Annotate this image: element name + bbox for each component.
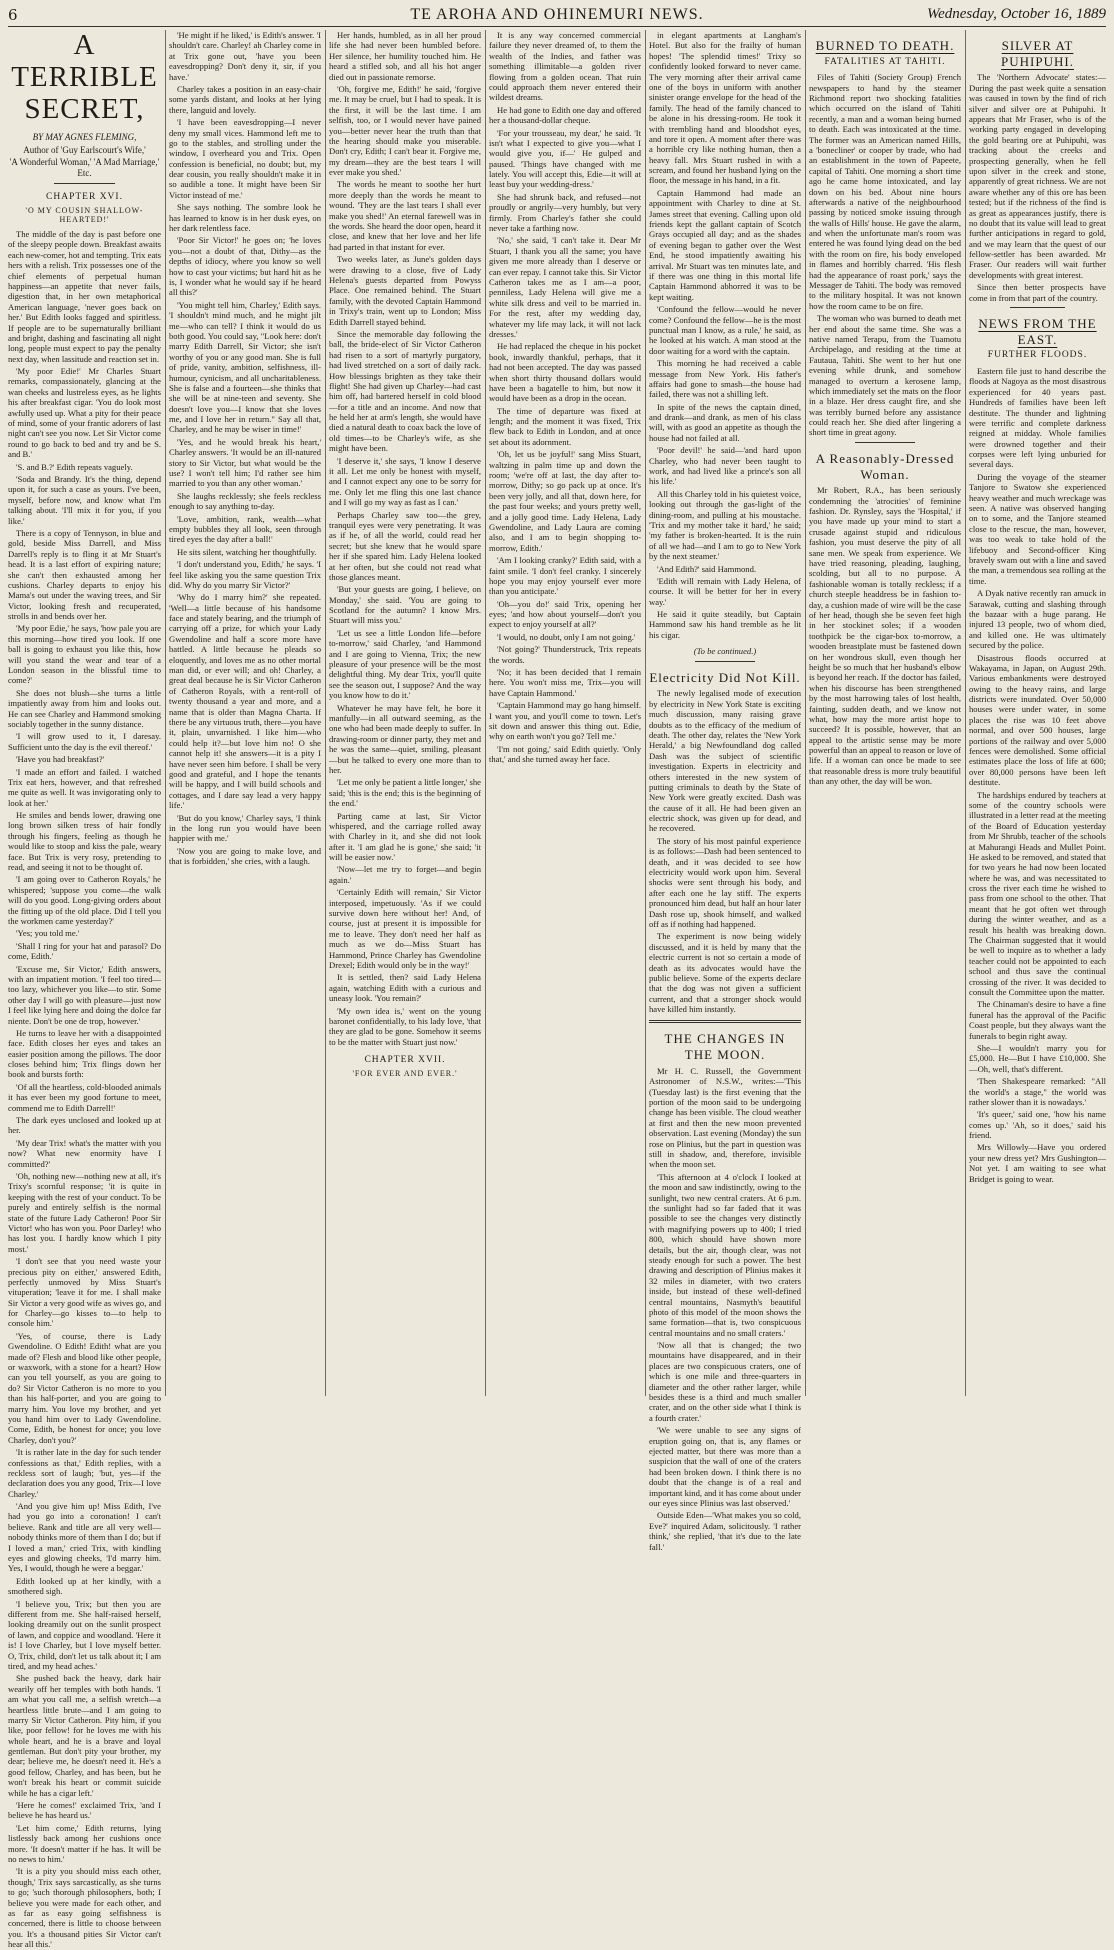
- column-2: [169, 30, 321, 1396]
- burned-subheading: FATALITIES AT TAHITI.: [824, 56, 946, 67]
- reasonably-heading: A Reasonably-Dressed Woman.: [815, 450, 955, 482]
- paragraph: The Chinaman's desire to have a fine funeral has the approval of the Pacific Coast people, but they always want the funerals to begin right away.: [969, 999, 1106, 1041]
- paragraph: 'This afternoon at 4 o'clock I looked at the moon and saw indistinctly, owing to the sunlight, two new central craters. At 6 p.m. the sunlight had so far faded that it was possible to see the changes very distinctly with magnifying powers up to 400; I tried 800, which should have shown more details, but the air, though clear, was not steady enough for such a power. The best drawing and description of Plinius makes it 32 miles in diameter, with two craters inside, but instead of these well-defined central mountains, Nasmyth's beautiful photo of this model of the moon shows the same formation—that is, two conspicuous central mountains and no small craters.': [649, 1171, 801, 1338]
- column-rule: [645, 30, 646, 1396]
- paragraph: Mr H. C. Russell, the Government Astronomer of N.S.W., writes:—'This (Tuesday last) is the first evening that the portion of the moon said to be undergoing change has been visible. The cloud weather at first and then the new moon prevented observation. Last evening (Monday) the sun rose on Plinius, but the part in question was still in shadow, and, therefore, invisible when the moon set.: [649, 1065, 801, 1170]
- paragraph: Files of Tahiti (Society Group) French newspapers to hand by the steamer Richmond report two shocking fatalities which occurred on the island of Tahiti recently, a man and a woman being burned to death. Each was intoxicated at the time. The former was an American named Hills, a 'bonecliner' or cooper by trade, who had an establishment in the town of Papeete, capital of Tahiti. One morning a short time ago he came home intoxicated, and lay down on his bed. About nine hours afterwards a native of the neighbourhood passing by noticed smoke issuing through the walls of Hills' house. He gave the alarm, and when the unfortunate man's room was entered he was found lying dead on the bed with the room on fire, his body enveloped in flames and horribly charred. 'His flesh had the appearance of roast pork,' says the Messager de Tahiti. The body was removed to the military hospital. It was not known how the room came to be on fire.: [809, 72, 961, 311]
- paragraph: 'Now all that is changed; the two mountains have disappeared, and in their places are two conspicuous craters, one of which is one mile and three-quarters in diameter and the other rather larger, while besides these is a third and much smaller crater, and on the other side what I think is a fourth crater.': [649, 1340, 801, 1423]
- story-text-col1: [8, 229, 161, 1950]
- paragraph: Edith looked up at her kindly, with a smothered sigh.: [8, 1575, 161, 1597]
- paragraph: The story of his most painful experience is as follows:—Dash had been sentenced to death, and it was decided to see how electricity would work upon him. Several shocks were sent through his body, and after each one he lay stiff. The experts pronounced him dead, but half an hour later Dash rose up, shook himself, and walked off as if nothing had happened.: [649, 835, 801, 929]
- paragraph: The newly legalised mode of execution by electricity in New York State is exciting much discussion, many raising grave doubts as to the efficacy of the medium of death. The other day, relates the 'New York Herald,' a big Newfoundland dog called Dash was the subject of scientific investigation. Experts in electricity and others interested in the new system of putting criminals to death by the State of New York were greatly excited. Dash was the cause of it all. He had been given an electric shock, was given up for dead, and he recovered.: [649, 688, 801, 834]
- paragraph: Perhaps Charley saw too—the grey, tranquil eyes were very penetrating. It was as if he, of all the world, could read her secret; but she knew that he would spare her if she spared him. Lady Helena looked at her often, but she could not read what those glances meant.: [329, 509, 481, 582]
- paragraph: He had replaced the cheque in his pocket book, inwardly thankful, perhaps, that it had not been accepted. The day was passed when short thirty thousand dollars would have been a bagatelle to him, but now it would have been as a drop in the ocean.: [489, 341, 641, 404]
- paragraph: 'Captain Hammond may go hang himself. I want you, and you'll come to town. Let's sit down and answer this thing out. Edie, why on earth won't you go? Tell me.': [489, 700, 641, 742]
- paragraph: 'Certainly Edith will remain,' Sir Victor interposed, impetuously. 'As if we could survive down here without her! And, of course, just at present it is impossible for me to leave. They don't need her half as much as we do—Miss Stuart has Hammond, Prince Charley has Gwendoline Drexel; Edith would only be in the way!': [329, 887, 481, 970]
- divider: [855, 442, 916, 443]
- paragraph: 'I have been eavesdropping—I never deny my small vices. Hammond left me to go to the stables, and strolling under the window, I overheard you and Trix. Open confession is beneficial, no doubt; but, my dear cousin, you really shouldn't make it in so audible a tone. It might have been Sir Victor instead of me.': [169, 117, 321, 200]
- paragraph: 'I believe you, Trix; but then you are different from me. She half-raised herself, looking dreamily out on the sunlit prospect of lawn, and coppice and woodland. 'Here it is! I love Charley, but I love myself better. O, Trix, child, don't let us talk about it; I am tired, and my head aches.': [8, 1598, 161, 1671]
- paragraph: He smiles and bends lower, drawing one long brown silken tress of hair fondly through his fingers, feeling as though he would like to stoop and kiss the pale, weary face. But Trix is very rosy, pretending to read, and seeing it not to be thought of.: [8, 810, 161, 873]
- east-text: [969, 366, 1106, 1184]
- paragraph: 'It is a pity you should miss each other, though,' Trix says sarcastically, as she turns to go; 'such thorough philosophers, both; I believe you were made for each other, and as far as easy going selfishness is concerned, there is little to choose between you. It's a thousand pities Sir Victor can't hear all this.': [8, 1866, 161, 1950]
- paragraph: He said it quite steadily, but Captain Hammond saw his hand tremble as he lit his cigar.: [649, 609, 801, 640]
- to-be-continued: (To be continued.): [693, 646, 757, 657]
- paragraph: The woman who was burned to death met her end about the same time. She was a native named Terapu, from the Tuamotu Archipelago, and residing at the time at Fautaua, Tahiti. She went to her hut one evening while drunk, and somehow managed to overturn a kerosene lamp, which immediately set the mats on the floor in a blaze. Her dress caught fire, and she was terribly burned before any assistance could reach her. She died after lingering a short time in great agony.: [809, 313, 961, 438]
- paragraph: 'Shall I ring for your hat and parasol? Do come, Edith.': [8, 940, 161, 962]
- paragraph: 'I made an effort and failed. I watched Trix eat hers, however, and that refreshed me quite as well. It was invigorating only to look at her.': [8, 766, 161, 808]
- paragraph: She—I wouldn't marry you for £5,000. He—But I have £10,000. She—Oh, well, that's different.: [969, 1042, 1106, 1074]
- column-rule: [485, 30, 486, 1396]
- paragraph: 'I am going over to Catheron Royals,' he whispered; 'suppose you come—the walk will do you good. Long-giving orders about the fitting up of the old place. Did I tell you the workmen came yesterday?': [8, 874, 161, 926]
- paragraph: Whatever he may have felt, he bore it manfully—in all outward seeming, as the one who had been made deeply to suffer. In drawing-room or dinner party, they met and he was the same—quiet, smiling, pleasant—but he talked to every one more than to her.: [329, 702, 481, 775]
- east-heading: NEWS FROM THE EAST.: [978, 316, 1097, 347]
- paragraph: 'My dear Trix! what's the matter with you now? What new enormity have I committed?': [8, 1137, 161, 1169]
- paragraph: 'Am I looking cranky?' Edith said, with a faint smile. 'I don't feel cranky. I sincerely hope you may enjoy yourself ever more than you anticipate.': [489, 555, 641, 597]
- paragraph: 'My own idea is,' went on the young baronet confidentially, to his lady love, 'that they are glad to be gone. Somehow it seems to be the matter with Stuart just now.': [329, 1005, 481, 1047]
- story-text-col2: [169, 30, 321, 866]
- paragraph: 'Now—let me try to forget—and begin again.': [329, 864, 481, 885]
- author-note-2: 'A Wonderful Woman,' 'A Mad Marriage,' Etc.: [9, 157, 160, 179]
- paragraph: 'Love, ambition, rank, wealth—what empty bubbles they all look, seen through tired eyes the day after a ball!': [169, 513, 321, 545]
- paragraph: 'Not going?' Thunderstruck, Trix repeats the words.: [489, 644, 641, 665]
- chapter-heading: CHAPTER XVII.: [364, 1055, 446, 1066]
- paragraph: 'I would, no doubt, only I am not going.': [497, 631, 636, 642]
- paragraph: 'I don't understand you, Edith,' he says. 'I feel like asking you the same question Trix did. Why do you marry Sir Victor?': [169, 559, 321, 590]
- paragraph: 'Oh, nothing new—nothing new at all, it's Trixy's scornful response; 'it is quite in keeping with the rest of your conduct. To be purely and entirely selfish is the normal state of the future Lady Catheron! Poor Sir Victor! who has won you. Poor Darley! who has lost you. I hardly know which I pity most.': [8, 1170, 161, 1254]
- masthead: TE AROHA AND OHINEMURI NEWS.: [410, 6, 704, 23]
- divider: [649, 1020, 801, 1023]
- column-6: [809, 30, 961, 1396]
- paragraph: 'Let us see a little London life—before to-morrow,' said Charley, 'and Hammond and I are going to Vienna, Trix; the new pleasure of your presence will be the most delightful thing. My dear Trix, you'll quite see the season out, I suppose? And the way you know how to do it.': [329, 627, 481, 701]
- paragraph: Outside Eden—'What makes you so cold, Eve?' inquired Adam, solicitously. 'I rather think,' she replied, 'that it's due to the late fall.': [649, 1510, 801, 1552]
- paragraph: 'Here he comes!' exclaimed Trix, 'and I believe he has heard us.': [8, 1800, 161, 1821]
- paragraph: 'It is rather late in the day for such tender confessions as that,' Edith replies, with a reckless sort of laugh; 'but, yes—if the declaration does you any good, Trix—I love Charley.': [8, 1447, 161, 1499]
- column-1: [8, 29, 161, 1950]
- reasonably-text: [809, 485, 961, 786]
- paragraph: Since then better prospects have come in from that part of the country.: [969, 282, 1106, 303]
- issue-date: Wednesday, October 16, 1889: [926, 6, 1106, 22]
- paragraph: Parting came at last, Sir Victor whispered, and the carriage rolled away with Charley in it, and she did not look after it. 'I am glad he is gone,' she said; 'it will be easier now.': [329, 810, 481, 863]
- column-rule: [965, 30, 966, 1396]
- paragraph: 'Then Shakespeare remarked: "All the world's a stage," the world was rather slower than it is nowadays.': [969, 1076, 1106, 1107]
- burned-heading: BURNED TO DEATH.: [815, 38, 955, 53]
- paragraph: Eastern file just to hand describe the floods at Nagoya as the most disastrous experienced for 40 years past. Hundreds of families have been left destitute. The thunder and lightning were terrific and complete darkness reigned at midday. Whole families were drowned together and their corpses were left lying unburied for several days.: [969, 365, 1106, 470]
- column-7: [969, 30, 1106, 1396]
- electricity-text: [649, 688, 801, 1014]
- page-header: [8, 4, 1106, 27]
- paragraph: 'You might tell him, Charley,' Edith says. 'I shouldn't mind much, and he might jilt me—who can tell? I think it would do us both good. You could say, "Look here: don't marry Edith Darrell, Sir Victor; she isn't worthy of you or any good man. She is full of pride, vanity, ambition, selfishness, ill-humour, cynicism, and all uncharitableness. She is false and a fourteen—she thinks that she will be at nine-teen and seventy. She doesn't love you—I know that she loves me, and I love her in return." Say all that, Charley, and he may be wiser in time!': [169, 299, 321, 435]
- paragraph: Mrs Willowly—Have you ordered your new dress yet? Mrs Gushington—Not yet. I am waiting to see what Bridget is going to wear.: [969, 1142, 1106, 1184]
- paragraph: 'My poor Edie!' Mr Charles Stuart remarks, compassionately, glancing at the wan cheeks and lustreless eyes, as he lights his after breakfast cigar. 'You do look most awfully used up. What a pity for their peace of mind, some of your frantic adorers of last night can't see you now. Let Sir Victor come round to go back to bed and try and be S. and B.': [8, 366, 161, 460]
- paragraph: The words he meant to soothe her hurt more deeply than the words he meant to wound. 'They are the last tears I shall ever make you shed!' An eternal farewell was in the words. She heard the door open, heard it close, and knew that her love and her life had parted in that instant for ever.: [329, 179, 481, 252]
- paragraph: He sits silent, watching her thoughtfully.: [177, 546, 317, 557]
- paragraph: Disastrous floods occurred at Wakayama, in Japan, on August 29th. Various embankments were destroyed owing to the heavy rains, and large districts were inundated. Over 50,000 houses were under water, in some places the rise was 10 feet above normal, and over 500 houses, large portions of the railway and over 5,000 fences were demolished. Some official estimates place the loss of life at 600; over 80,000 persons have been left destitute.: [969, 652, 1106, 788]
- paragraph: 'He might if he liked,' is Edith's answer. 'I shouldn't care. Charley! ah Charley come in at Trix gone out, 'have you been eavesdropping? Don't deny it, sir, if you have.': [169, 30, 321, 82]
- paragraph: 'Yes; you told me.': [16, 928, 80, 939]
- chapter-subheading: 'O MY COUSIN SHALLOW-HEARTED!': [25, 205, 144, 225]
- paragraph: 'Let him come,' Edith returns, lying listlessly back among her cushions once more. 'It doesn't matter if he has. It will be no news to him.': [8, 1822, 161, 1864]
- paragraph: 'Yes, and he would break his heart,' Charley answers. 'It would be an ill-natured story to Sir Victor, but what would be the use? I won't tell him; I'd rather see him married to you than any other woman.': [169, 436, 321, 489]
- paragraph: 'Soda and Brandy. It's the thing, depend upon it, for such a case as yours. I've been, myself, before now, and know what I'm talking about. 'I'll mix it for you, if you like.': [8, 473, 161, 526]
- paragraph: 'Of all the heartless, cold-blooded animals it has ever been my good fortune to meet, commend me to Edith Darrell!': [8, 1081, 161, 1113]
- moon-heading: THE CHANGES IN THE MOON.: [664, 1031, 786, 1063]
- paragraph: Her hands, humbled, as in all her proud life she had never been humbled before. Her silence, her humility touched him. He heard a stifled sob, and all his hot anger died out in passionate remorse.: [329, 30, 481, 82]
- paragraph: 'And you give him up! Miss Edith, I've had you go into a coronation! I can't believe. Rank and title are all very well—nobody thinks more of them than I do; but if I loved a man,' cried Trix, with kindling eyes and glowing cheeks, 'I'd marry him. Yes, I would, though he were a beggar.': [8, 1501, 161, 1574]
- column-3: [329, 30, 481, 1396]
- paragraph: The 'Northern Advocate' states:—During the past week quite a sensation was caused in town by the find of rich silver and silver ore at Puhipuhi. It appears that Mr Fraser, who is of the working party engaged in developing the gold bearing ore at Puhipuhi, was tracking about the creeks and prospecting generally, when he fell upon silver in the creek and stone, apparently of great richness. We are not aware whether any of this ore has been tested; but if the richness of the find is as great as appearances justify, there is no doubt that its value will lead to great further anticipations in regard to gold, and we may learn that the quest of our fellow-settler has been awarded. Mr Fraser. Our readers will wait further developments with great interest.: [969, 72, 1106, 280]
- burned-text: [809, 72, 961, 438]
- paragraph: The experiment is now being widely discussed, and it is held by many that the electric current is not so certain a mode of death as its advocates would have the public believe. Some of the experts declare that the dog was not given a sufficient current, and that a stronger shock would have killed him instantly.: [649, 931, 801, 1015]
- column-4: [489, 30, 641, 1396]
- paragraph: In spite of the news the captain dined, and drank—and drank, as men of his class will, with as good an appetite as though the house had not failed at all.: [649, 401, 801, 443]
- paragraph: 'Have you had breakfast?': [16, 754, 105, 765]
- paragraph: 'Why do I marry him?' she repeated. 'Well—a little because of his handsome face and stately bearing, and the triumph of carrying off a prize, for which your Lady Gwendoline and half a score more have battled. A little because he pleads so eloquently, and loves me as no other mortal man did, or ever will; and oh! Charley, a great deal because he is Sir Victor Catheron of Catheron Royals, with a rent-roll of twenty thousand a year and more, and a name that is older than Magna Charta. If there be any virtuous truth, there—you have it, plain, unvarnished. I like him—who could help it?—but love him no! O she cannot help it! she answers—it is a pity I have never seen him before. I shall be very good and grateful, and I hope the tenants will be happy, and I will build schools and cottages, and I dare say lead a very happy life.': [169, 592, 322, 811]
- divider: [54, 183, 115, 184]
- paragraph: 'I don't see that you need waste your precious pity on either,' answered Edith, perfectly unmoved by Miss Stuart's vituperation; 'leave it for me. I shall make Sir Victor a very good wife as wives go, and for Charley—go kisses to—to help to console him.': [8, 1256, 161, 1329]
- paragraph: Since the memorable day following the ball, the bride-elect of Sir Victor Catheron had risen to a sort of martyrly purgatory, had lived stretched on a sort of daily rack. How blessings brighten as they take their flight! She had given up Charley—had cast him off, had bartered herself in cold blood—for a title and an income. And now that he held her at arm's length, she would have died a natural death to coax back the love of old times—to be Charley's wife, as she might have been.: [329, 328, 481, 454]
- paragraph: There is a copy of Tennyson, in blue and gold, beside Miss Darrell, and Miss Darrell's reply is to fling it at Mr Stuart's head. It is a last effort of expiring nature; she can't then exhausted among her cushions. Charley departs to enjoy his Mama's out under the waving trees, and Sir Victor, looking fresh and recuperated, strolls in and bends over her.: [8, 527, 161, 622]
- paragraph: He had gone to Edith one day and offered her a thousand-dollar cheque.: [489, 104, 641, 126]
- column-5: [649, 30, 801, 1552]
- chapter-heading: CHAPTER XVI.: [46, 192, 123, 203]
- paragraph: 'For your trousseau, my dear,' he said. 'It isn't what I expected to give you—what I would give you, if—' He gulped and paused. 'Things have changed with me lately. You will accept this, Edie—it will at least buy your wedding-dress.': [489, 127, 641, 190]
- paragraph: 'But your guests are going, I believe, on Monday,' she said. 'You are going to Scotland for the autumn? I know Mrs. Stuart will miss you.': [329, 584, 481, 626]
- paragraph: 'I'm not going,' said Edith quietly. 'Only that,' and she turned away her face.: [489, 743, 641, 765]
- paragraph: Captain Hammond had made an appointment with Charley to dine at St. James street that evening. Calling upon old friends kept the gallant captain of Scotch Grays occupied all day; and as the shades of evening began to gather over the West End, he stood impatiently awaiting his arrival. Mr Stuart was ten minutes late, and if there was one thing in this mortal life Captain Hammond abhorred it was to be kept waiting.: [649, 187, 801, 302]
- paragraph: She laughs recklessly; she feels reckless enough to say anything to-day.: [169, 490, 321, 512]
- divider: [1010, 307, 1065, 308]
- paragraph: 'Oh, let us be joyful!' sang Miss Stuart, waltzing in palm time up and down the room; 'we're off at last, the day after to-morrow, Dithy; so go pack up at once. It's been very jolly, and all that, down here, for the past four weeks; and yours pretty well, and a jolly good time. Lady Helena, Lady Gwendoline, and Lady Laura are coming also, and I am to begin shopping to-morrow, Edith.': [489, 449, 641, 553]
- paragraph: She pushed back the heavy, dark hair wearily off her temples with both hands. 'I am what you call me, a selfish wretch—a heartless little brute—and I am going to marry Sir Victor Catheron. Pity him, if you like, poor fellow! for he loves me with his whole heart, and he is a brave and loyal gentleman. But don't pity your brother, my dear; believe me, he doesn't need it. He's a good fellow, Charley, and has been, but he won't break his heart or commit suicide while he has a cigar left.': [8, 1673, 161, 1798]
- story-title: A TERRIBLE SECRET,: [11, 29, 158, 125]
- paragraph: 'Excuse me, Sir Victor,' Edith answers, with an impatient motion. 'I feel too tired—too lazy, whichever you like—to stir. Some other day I will go with pleasure—just now I feel like lying here and doing the dolce far niente. Don't be one de trop, however.': [8, 963, 161, 1026]
- paragraph: She does not blush—she turns a little impatiently away from him and looks out. He can see Charley and Hammond smoking sociably together in the sunny distance.: [8, 687, 161, 729]
- paragraph: It is settled, then? said Lady Helena again, watching Edith with a curious and uneasy look. 'You remain?': [329, 972, 481, 1004]
- story-text-col5: [649, 30, 801, 640]
- paragraph: 'But do you know,' Charley says, 'I think in the long run you would have been happier with me.': [169, 812, 321, 844]
- paragraph: 'Edith will remain with Lady Helena, of course. It will be better for her in every way.': [649, 575, 801, 607]
- paragraph: 'My poor Edie,' he says, 'how pale you are this morning—how tired you look. If one ball is going to exhaust you like this, how will you stand the wear and tear of a London season in the blissful time to come?': [8, 623, 161, 686]
- electricity-heading: Electricity Did Not Kill.: [649, 669, 801, 685]
- paragraph: A Dyak native recently ran amuck in Sarawak, cutting and slashing through the bazaar with a huge parang. He injured 13 people, two of whom died, and killed one. He was ultimately secured by the police.: [969, 588, 1106, 651]
- divider: [695, 661, 756, 662]
- story-text-col4: [489, 30, 641, 765]
- paragraph: in elegant apartments at Langham's Hotel. But also for the frailty of human hopes! 'The splendid times!' Trixy so confidently looked forward to never came. The very morning after their arrival came one of the boys in uniform with another sinister orange envelope for the head of the family. The head of the family chanced to be alone in his dressing-room. He took it with trembling hand and bloodshot eyes, and tore it open. A moment after there was a horrible cry like nothing human, then a heavy fall. Mrs Stuart rushed in with a scream, and found her husband lying on the floor, the message in his hand, in a fit.: [649, 30, 801, 186]
- paragraph: All this Charley told in his quietest voice, looking out through the gas-light of the dining-room, and pulling at his moustache. 'Trix and my mother take it hard,' he said; 'my father is broken-hearted. It is the ruin of all we had—and I am to go to New York by the next steamer.': [649, 488, 801, 562]
- paragraph: She says nothing. The sombre look he has learned to know is in her dusk eyes, on her dark relentless face.: [169, 202, 321, 234]
- silver-text: [969, 72, 1106, 303]
- column-rule: [805, 30, 806, 1396]
- paragraph: The middle of the day is past before one of the sleepy people down. Breakfast awaits each new-comer, hot and tempting. Trix eats hers with a relish. Trix possesses one of the chief elements of perpetual human happiness—an appetite that never fails, digestion that, in her own metaphorical American language, 'never goes back on her.' But Edith looks fagged and spiritless. If people are to be supernaturally brilliant and bright, dashing and fascinating all night long, people must expect to pay the penalty next day, when lassitude and reaction set in.: [8, 229, 161, 364]
- paragraph: 'Oh—you do!' said Trix, opening her eyes; 'and how about yourself—don't you expect to enjoy yourself at all?': [489, 598, 641, 630]
- paragraph: Charley takes a position in an easy-chair some yards distant, and looks at her lying there, languid and lovely.: [169, 83, 321, 115]
- author-note-1: Author of 'Guy Earlscourt's Wife,': [23, 144, 146, 155]
- page-number: 6: [8, 6, 18, 24]
- paragraph: The dark eyes unclosed and looked up at her.: [8, 1115, 161, 1136]
- paragraph: 'It's queer,' said one, 'how his name comes up.' 'Ah, so it does,' said his friend.: [969, 1109, 1106, 1141]
- paragraph: During the voyage of the steamer Tanjore to Swatow she experienced heavy weather and much wreckage was seen. A native was observed hanging on to some, and the Tanjore steamed close to the rescue, the man, however, was too weak to take hold of the lifebuoy and Second-officer King bravely swam out with a line and saved the man, a tremendous sea rolling at the time.: [969, 471, 1106, 586]
- paragraph: Two weeks later, as June's golden days were drawing to a close, five of Lady Helena's guests departed from Powyss Place. One remained behind. The Stuart family, with the devoted Captain Hammond in Trixy's train, went up to London; Miss Edith Darrell stayed behind.: [329, 254, 481, 327]
- column-rule: [325, 30, 326, 1396]
- paragraph: He turns to leave her with a disappointed face. Edith closes her eyes and takes an easier position among the pillows. The door closes behind him; Trix flings down her book and bursts forth:: [8, 1027, 161, 1080]
- moon-text: [649, 1066, 801, 1552]
- paragraph: 'Poor devil!' he said—'and hard upon Charley, who had never been taught to work, and had lived like a prince's son all his life.': [649, 445, 801, 487]
- paragraph: This morning he had received a cable message from New York. His father's affairs had gone to smash—the house had failed, there was not a shilling left.: [649, 358, 801, 400]
- silver-heading: SILVER AT PUHIPUHI.: [1001, 38, 1074, 69]
- paragraph: 'No; it has been decided that I remain here. You won't miss me, Trix—you will have Captain Hammond.': [489, 667, 641, 698]
- paragraph: 'Poor Sir Victor!' he goes on; 'he loves you—not a doubt of that, Dithy—as the depths of idiocy, where you know so well how to cast your victims; but hard hit as he is, I wonder what he would say if he heard all this?': [169, 235, 321, 298]
- paragraph: 'We were unable to see any signs of eruption going on, that is, any flames or ejected matter, but there was more than a suspicion that the wall of one of the craters had been broken down. I think there is no doubt that the change is of a real and important kind, and it has come about under our eyes since Plinius was last observed.': [649, 1425, 801, 1508]
- story-byline: BY MAY AGNES FLEMING,: [32, 131, 137, 142]
- paragraph: The time of departure was fixed at length; and the moment it was fixed, Trix flew back to Edith in London, and at once set about its adornment.: [489, 405, 641, 447]
- paragraph: 'Confound the fellow—would he never come? Confound the fellow—he is the most punctual man I know, as a rule,' he said, as he looked at his watch. A man stood at the door waiting for a word with the captain.: [649, 304, 801, 356]
- paragraph: She had shrunk back, and refused—not proudly or angrily—very humbly, but very firmly. From Charley's father she could never take a farthing now.: [489, 191, 641, 234]
- paragraph: Mr Robert, R.A., has been seriously condemning the 'atrocities' of feminine fashion. Dr. Rynsley, says the 'Hospital,' if you have made up your mind to start a crusade against stupid and ridiculous fashion, you must deserve the pity of all sane men. We speak from experience. We have tried reasoning, pleading, laughing, scolding, but all to no purpose. A fashionable woman is totally reckless; if a church steeple headdress be in fashion to-day, a cushion made of wire will be the case of her head, though she be seven feet high in her stockinet soles; if a wooden toothpick be the cigar-box to-morrow, a wooden breastplate must be fastened down on her wondrous skull, even though her height be so much that her husband's elbow is beyond her reach. If the doctor has failed, when his discourse has been strengthened by the most harrowing tales of lost health, fainting, sudden death, and we know not what, how may the more artist hope to succeed? It is possible, however, that an appeal to the artistic sense may be more powerful than an appeal to reason or love of life. If a woman can once be made to see that reasonable dress is more truly beautiful than any other, the day will be won.: [809, 485, 961, 787]
- paragraph: 'Oh, forgive me, Edith!' he said, 'forgive me. It may be cruel, but I had to speak. It is the first, it will be the last time. I am selfish, too, or I would never have pained you—better never hear the truth than that the hearing should make you miserable. Don't cry, Edith; I can't bear it. Forgive me, my dream—they are the best tears I will ever make you shed.': [329, 83, 481, 178]
- story-text-col3a: [329, 30, 481, 1047]
- paragraph: 'I will grow used to it, I daresay. Sufficient unto the day is the evil thereof.': [8, 731, 161, 752]
- paragraph: 'I deserve it,' she says, 'I know I deserve it all. Let me only be honest with myself, and I cannot expect any one to be sorry for me. Only let me fling this one last chance and I will go my way as fast as I can.': [329, 455, 481, 508]
- paragraph: 'Let me only be patient a little longer,' she said; 'this is the end; this is the beginning of the end.': [329, 777, 481, 809]
- column-rule: [165, 30, 166, 1396]
- chapter-subheading: 'FOR EVER AND EVER.': [352, 1068, 458, 1078]
- paragraph: The hardships endured by teachers at some of the country schools were illustrated in a letter read at the meeting of the Board of Education yesterday from Mr Shrubb, teacher of the schools at Mahurangi Heads and Mullet Point. He asked to be removed, and stated that for two years he had now been located where he was, and was necessitated to cross the river each time he wished to pass from one school to the other. That meant that he got often wet through during the winter weather, and as a result his health was breaking down. The Chairman suggested that it would be well to inquire as to whether a lady teacher could not be appointed to each school and thus save the continual crossing of the river. It was decided to consult the Committee upon the matter.: [969, 789, 1106, 997]
- paragraph: 'S. and B.?' Edith repeats vaguely.: [16, 461, 133, 472]
- east-subheading: FURTHER FLOODS.: [987, 350, 1088, 361]
- paragraph: It is any way concerned commercial failure they never dreamed of, to them the wealth of the Indies, and father was something illimitable—a golden river flowing from a golden ocean. That ruin could approach them never entered their wildest dreams.: [489, 30, 641, 103]
- paragraph: 'Now you are going to make love, and that is forbidden,' she cries, with a laugh.: [169, 845, 321, 867]
- paragraph: 'No,' she said, 'I can't take it. Dear Mr Stuart, I thank you all the same; you have given me more already than I deserve or can ever repay. I cannot take this. Sir Victor Catheron takes me as I am—a poor, penniless, Lady Helena will give me a white silk dress and veil to be married in. For the rest, after my wedding day, whatever my life may lack, it will not lack dresses.': [489, 235, 641, 339]
- paragraph: 'Yes, of course, there is Lady Gwendoline. O Edith! Edith! what are you made of? Flesh and blood like other people, or waxwork, with a stone for a heart? How can you tell yourself, as you are going to do? Sir Victor Catheron is no more to you than his half-porter, and you are going to marry him. You love my brother, and yet you hand him over to Lady Gwendoline. Come, Edith, be honest for once; you love Charley, don't you?': [8, 1330, 161, 1445]
- paragraph: 'And Edith?' said Hammond.: [657, 563, 757, 574]
